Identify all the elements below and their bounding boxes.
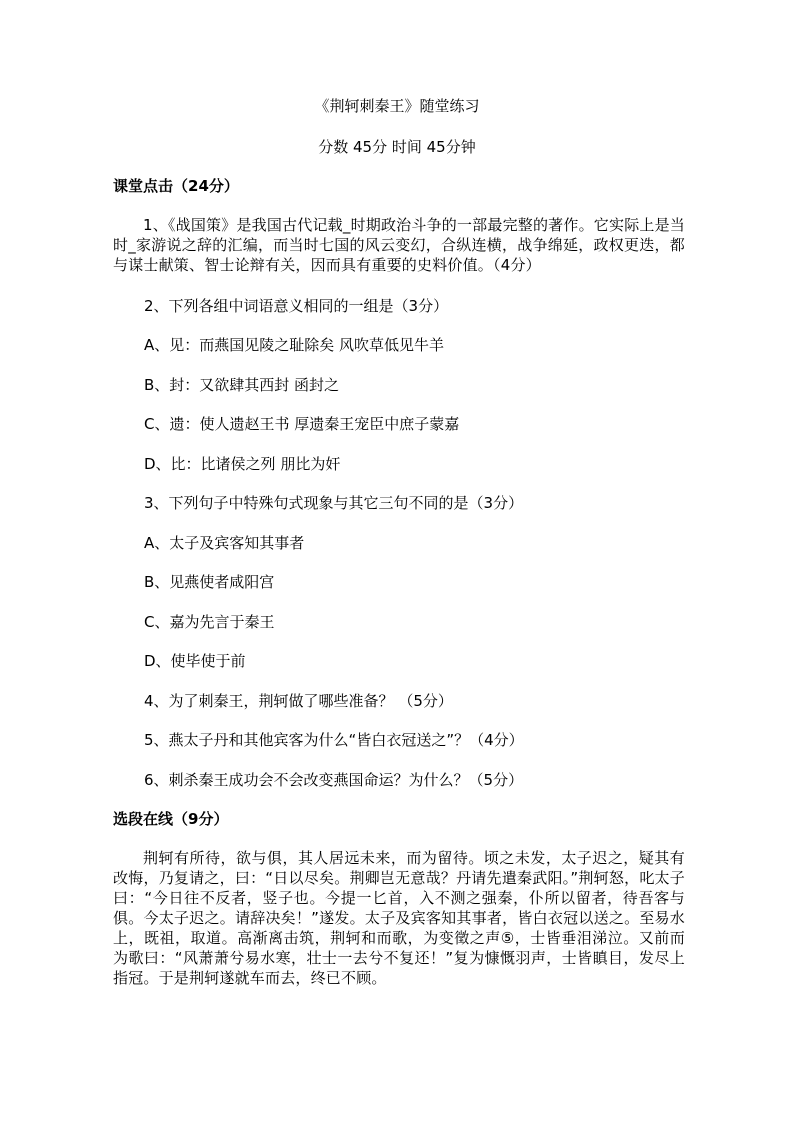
question-3-option-d: D、使毕使于前 [144, 652, 246, 670]
question-5: 5、燕太子丹和其他宾客为什么“皆白衣冠送之”？（4分） [144, 731, 524, 749]
question-2-option-c: C、遗：使人遗赵王书 厚遗秦王宠臣中庶子蒙嘉 [144, 415, 460, 433]
question-3-option-b: B、见燕使者咸阳宫 [144, 573, 275, 591]
document-title: 《荆轲刺秦王》随堂练习 [314, 97, 480, 115]
question-2-stem: 2、下列各组中词语意义相同的一组是（3分） [144, 297, 449, 315]
question-2-option-b: B、封：又欲肆其西封 函封之 [144, 376, 340, 394]
question-4: 4、为了刺秦王，荆轲做了哪些准备？ （5分） [144, 692, 453, 710]
question-6: 6、刺杀秦王成功会不会改变燕国命运？为什么？（5分） [144, 771, 524, 789]
question-1: 1、《战国策》是我国古代记载_时期政治斗争的一部最完整的著作。它实际上是当时_家游说之辞的汇编，而当时七国的风云变幻，合纵连横，战争绵延，政权更迭，都与谋士献策、智士论辩有关，因而具有重要的史料价值。（4分） [113, 216, 685, 274]
question-3-stem: 3、下列句子中特殊句式现象与其它三句不同的是（3分） [144, 494, 524, 512]
question-3-option-a: A、太子及宾客知其事者 [144, 534, 305, 552]
section-heading-passage: 选段在线（9分） [113, 810, 229, 828]
question-2-option-d: D、比：比诸侯之列 朋比为奸 [144, 455, 341, 473]
section-heading-classroom: 课堂点击（24分） [113, 177, 239, 195]
question-3-option-c: C、嘉为先言于秦王 [144, 613, 275, 631]
document-subtitle: 分数 45分 时间 45分钟 [318, 138, 476, 156]
passage-text: 荆轲有所待，欲与俱，其人居远未来，而为留待。顷之未发，太子迟之，疑其有改悔，乃复请之，曰：“日以尽矣。荆卿岂无意哉？丹请先遣秦武阳。”荆轲怒，叱太子曰：“今日往不反者，竖子也。今提一匕首，入不测之强秦，仆所以留者，待吾客与俱。今太子迟之。请辞决矣！”遂发。太子及宾客知其事者，皆白衣冠以送之。至易水上，既祖，取道。高渐离击筑，荆轲和而歌，为变徵之声⑤，士皆垂泪涕泣。又前而为歌曰：“风萧萧兮易水寒，壮士一去兮不复还！”复为慷慨羽声，士皆瞋目，发尽上指冠。于是荆轲遂就车而去，终已不顾。 [113, 849, 685, 987]
question-2-option-a: A、见：而燕国见陵之耻除矣 风吹草低见牛羊 [144, 336, 445, 354]
